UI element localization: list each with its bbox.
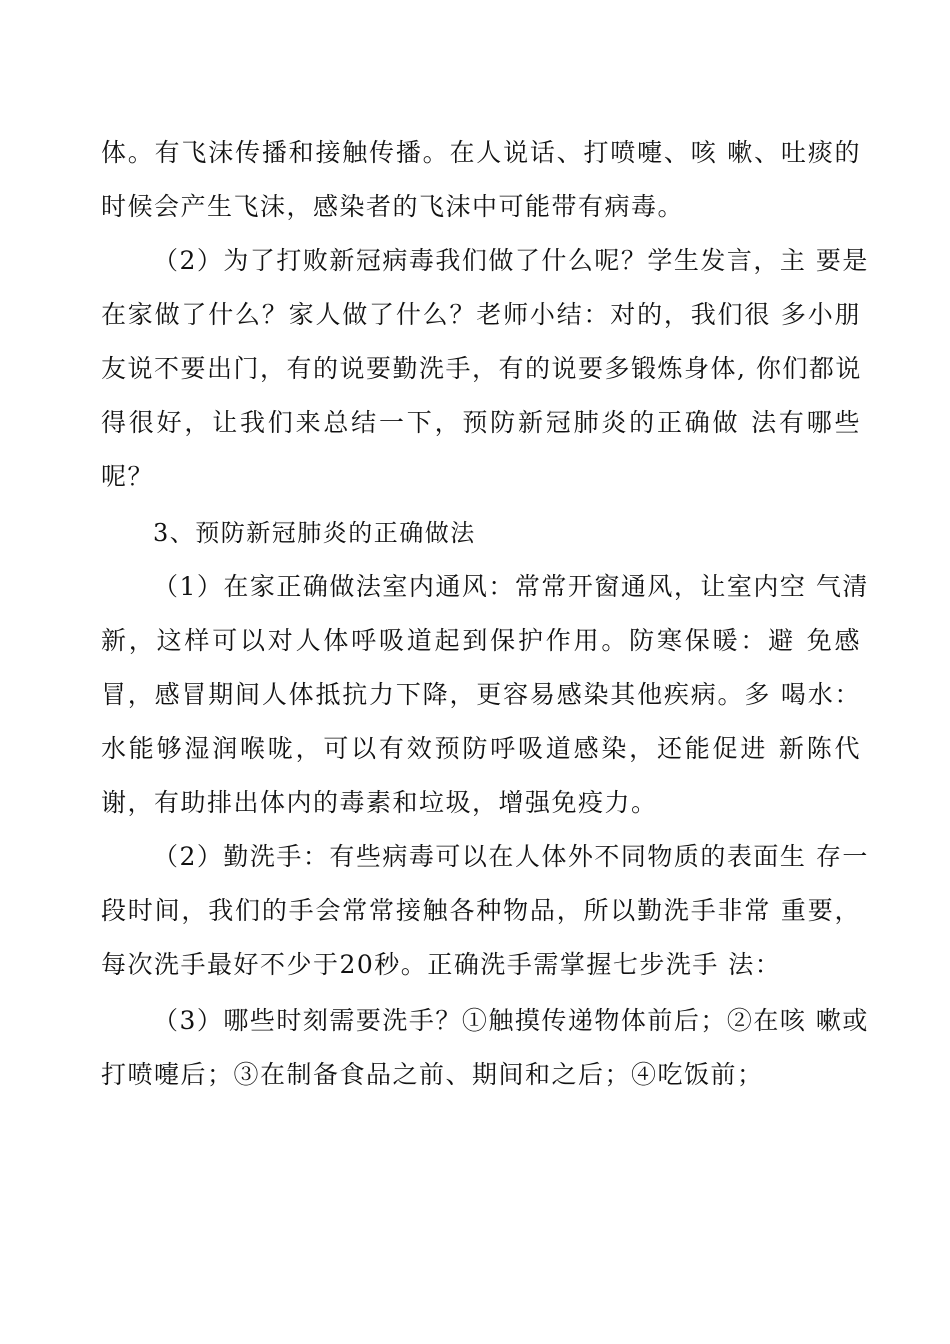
- text-line: （2）为了打败新冠病毒我们做了什么呢？学生发言，主 要是: [153, 246, 869, 275]
- text-line: 谢，有助排出体内的毒素和垃圾，增强免疫力。: [101, 788, 658, 817]
- text-line: 体。有飞沫传播和接触传播。在人说话、打喷嚏、咳 嗽、吐痰的: [101, 138, 861, 167]
- text-line: 呢？: [101, 462, 155, 491]
- text-line: 时候会产生飞沫，感染者的飞沫中可能带有病毒。: [101, 192, 685, 221]
- text-line: 友说不要出门，有的说要勤洗手，有的说要多锻炼身体, 你们都说: [101, 354, 862, 383]
- text-line: （1）在家正确做法室内通风：常常开窗通风，让室内空 气清: [153, 572, 869, 601]
- text-line: 段时间，我们的手会常常接触各种物品，所以勤洗手非常 重要，: [101, 896, 861, 925]
- text-line: 得很好，让我们来总结一下，预防新冠肺炎的正确做 法有哪些: [101, 408, 861, 437]
- text-line: （2）勤洗手：有些病毒可以在人体外不同物质的表面生 存一: [153, 842, 869, 871]
- text-line: （3）哪些时刻需要洗手？①触摸传递物体前后；②在咳 嗽或: [153, 1006, 869, 1035]
- text-line: 冒，感冒期间人体抵抗力下降，更容易感染其他疾病。多 喝水：: [101, 680, 861, 709]
- text-line: 打喷嚏后；③在制备食品之前、期间和之后；④吃饭前；: [101, 1060, 764, 1089]
- text-line: 每次洗手最好不少于20秒。正确洗手需掌握七步洗手 法：: [101, 950, 782, 979]
- text-line: 新，这样可以对人体呼吸道起到保护作用。防寒保暖：避 免感: [101, 626, 861, 655]
- text-line: 水能够湿润喉咙，可以有效预防呼吸道感染，还能促进 新陈代: [101, 734, 861, 763]
- section-heading: 3、预防新冠肺炎的正确做法: [153, 519, 476, 547]
- text-line: 在家做了什么？家人做了什么？老师小结：对的，我们很 多小朋: [101, 300, 861, 329]
